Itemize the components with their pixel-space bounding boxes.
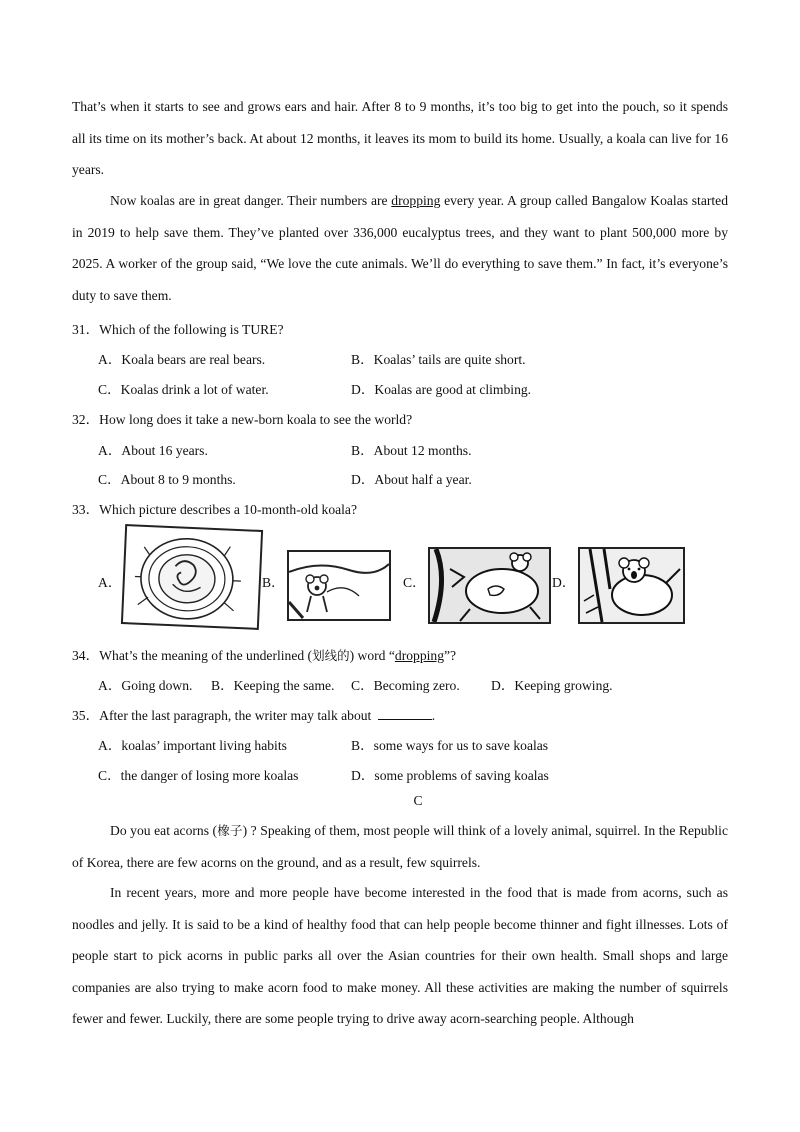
section-c-paragraph-1-end: ) ? Speaking of them, most people will think of a lovely animal, squirrel. In the Republic of Korea, there are few acorns on the ground, and as a result, few squirrels. xyxy=(72,823,728,870)
picture-d-koala-on-back xyxy=(578,547,685,624)
question-32-option-d: D．About half a year. xyxy=(351,472,472,487)
question-32-option-a: A．About 16 years. xyxy=(98,443,208,458)
passage-paragraph-2 xyxy=(72,185,728,311)
section-c-paragraph-1-start: Do you eat acorns ( xyxy=(110,823,218,838)
picture-c-koala-in-pouch xyxy=(428,547,551,624)
section-c-paragraph-2: In recent years, more and more people have become interested in the food that is made from acorns, such as noodles and jelly. It is said to be a kind of healthy food that can help people become thinner and fight illnesses. Lots of people start to pick acorns in public parks all over the Asian countries for their own health. Small shops and large companies are also trying to make acorn food to make money. All these activities are making the number of squirrels fewer and fewer. Luckily, there are some people trying to drive away acorn-searching people. Although xyxy=(72,885,728,1026)
question-34-chinese-gloss: 划线的 xyxy=(312,648,350,663)
passage-paragraph-1: That’s when it starts to see and grows ears and hair. After 8 to 9 months, it’s too big to get into the pouch, so it spends all its time on its mother’s back. At about 12 months, it leaves its mom to build its home. Usually, a koala can live for 16 years. xyxy=(72,99,728,177)
question-33-option-a: A． xyxy=(98,575,122,590)
question-34-option-b: B．Keeping the same. xyxy=(211,678,335,693)
question-35-stem xyxy=(72,704,435,724)
question-31-option-a: A．Koala bears are real bears. xyxy=(98,352,266,367)
question-33-option-b: B． xyxy=(262,575,285,590)
underlined-word-dropping: dropping xyxy=(391,193,441,208)
question-35-answer-blank xyxy=(378,707,432,720)
question-34-stem-middle: ) word “ xyxy=(349,648,395,663)
question-35-option-c: C．the danger of losing more koalas xyxy=(98,768,299,783)
question-32-stem: 32．How long does it take a new-born koala to see the world? xyxy=(72,412,413,427)
section-c-heading: C xyxy=(413,793,423,808)
picture-b-tiny-koala-on-belly xyxy=(287,550,391,621)
question-31-option-d: D．Koalas are good at climbing. xyxy=(351,382,532,397)
question-34-option-a: A．Going down. xyxy=(98,678,193,693)
question-34-stem-start: 34．What’s the meaning of the underlined ( xyxy=(72,648,313,663)
paragraph-2-text-end: every year. A group called Bangalow Koalas started in 2019 to help save them. They’ve planted over 336,000 eucalyptus trees, and they want to plant 500,000 more by 2025. A worker of the group said, “We love the cute animals. We’ll do everything to save them.” In fact, it’s everyone’s duty to save them. xyxy=(72,193,728,303)
question-34-option-d: D．Keeping growing. xyxy=(491,678,613,693)
question-33-option-d: D． xyxy=(552,575,576,590)
question-34-stem xyxy=(72,644,456,664)
question-35-option-d: D．some problems of saving koalas xyxy=(351,768,549,783)
question-32-option-b: B．About 12 months. xyxy=(351,443,472,458)
question-35-stem-text: 35．After the last paragraph, the writer may talk about xyxy=(72,708,372,723)
paragraph-2-text-start: Now koalas are in great danger. Their numbers are xyxy=(110,193,392,208)
question-34-underlined-word: dropping xyxy=(394,648,444,663)
question-35-option-a: A．koalas’ important living habits xyxy=(98,738,287,753)
question-31-option-b: B．Koalas’ tails are quite short. xyxy=(351,352,526,367)
question-35-option-b: B．some ways for us to save koalas xyxy=(351,738,549,753)
question-33-stem: 33．Which picture describes a 10-month-old koala? xyxy=(72,502,357,517)
question-34-option-c: C．Becoming zero. xyxy=(351,678,460,693)
question-34-stem-end: ”? xyxy=(444,648,457,663)
section-c-paragraph-1 xyxy=(72,815,728,878)
question-35-stem-period: . xyxy=(431,708,436,723)
question-31-stem: 31．Which of the following is TURE? xyxy=(72,322,284,337)
question-31-option-c: C．Koalas drink a lot of water. xyxy=(98,382,269,397)
question-32-option-c: C．About 8 to 9 months. xyxy=(98,472,236,487)
question-33-option-c: C． xyxy=(403,575,426,590)
section-c-chinese-gloss: 橡子 xyxy=(217,823,243,838)
picture-a-koala-embryo xyxy=(121,524,263,630)
